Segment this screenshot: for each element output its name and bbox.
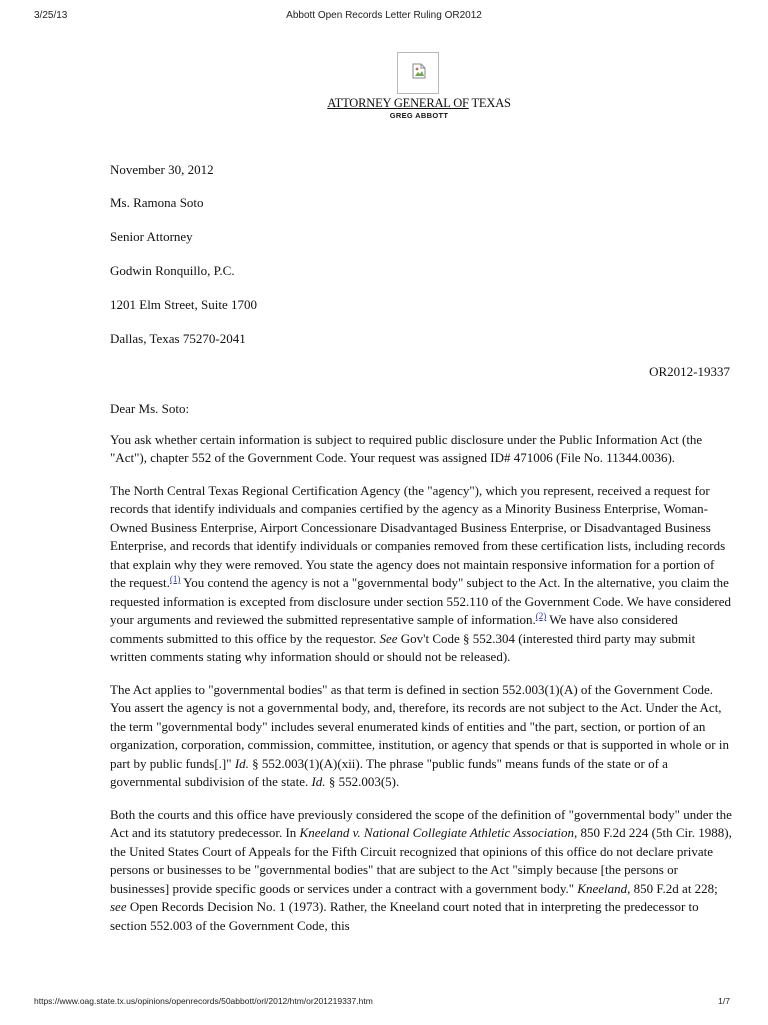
- print-header: [0, 4, 768, 20]
- recipient-name: Ms. Ramona Soto: [110, 195, 204, 210]
- recipient-title: Senior Attorney: [110, 229, 193, 244]
- ruling-number: OR2012-19337: [649, 364, 730, 379]
- print-date: 3/25/13: [34, 10, 68, 21]
- recipient-street: 1201 Elm Street, Suite 1700: [110, 297, 257, 312]
- page-number: 1/7: [718, 996, 730, 1006]
- attorney-general-name: GREG ABBOTT: [389, 111, 449, 120]
- salutation: Dear Ms. Soto:: [110, 401, 190, 416]
- print-footer: [0, 992, 768, 1012]
- letter-date: November 30, 2012: [110, 162, 214, 177]
- print-title: Abbott Open Records Letter Ruling OR2012: [286, 10, 482, 21]
- recipient-city: Dallas, Texas 75270-2041: [110, 331, 246, 346]
- footnote-link-2[interactable]: (2): [535, 611, 547, 621]
- footnote-link-1[interactable]: (1): [169, 574, 181, 584]
- agency-link[interactable]: ATTORNEY GENERAL OF: [327, 96, 469, 110]
- agency-state: TEXAS: [468, 96, 511, 110]
- paragraph-2: The North Central Texas Regional Certification Agency (the "agency"), which you represent, received a request for records that identify individuals and companies certified by the agency as a Minority Business Enterprise, Woman-Owned Business Enterprise, Airport Concessionare Disadvantaged Business Enterprise, or Disadvantaged Business Enterprise, and records that identify individuals or companies removed from these certification lists, including records that explain why they were removed. You state the agency does not maintain responsive information for a portion of the request.$^{(1)}$ You contend the agency is not a "governmental body" subject to the Act. In the alternative, you claim the requested information is excepted from disclosure under section 552.110 of the Government Code. We have considered your arguments and reviewed the submitted representative sample of information.$^{(2)}$ We have also considered comments submitted to this office by the requestor. See Gov't Code § 552.304 (interested third party may submit written comments stating why information should or should not be released).: [110, 482, 731, 664]
- paragraph-3: The Act applies to "governmental bodies" as that term is defined in section 552.003(1)(A) of the Government Code. You assert the agency is not a governmental body, and, therefore, its records are not subject to the Act. Under the Act, the term "governmental body" includes several enumerated kinds of entities and "the part, section, or portion of an organization, corporation, commission, committee, institution, or agency that spends or that is supported in whole or in part by public funds[.]" Id. § 552.003(1)(A)(xii). The phrase "public funds" means funds of the state or of a governmental subdivision of the state. Id. § 552.003(5).: [110, 681, 729, 789]
- letter-body: [110, 400, 732, 949]
- page-url: https://www.oag.state.tx.us/opinions/openrecords/50abbott/orl/2012/htm/or201219337.htm: [34, 996, 373, 1006]
- paragraph-4: Both the courts and this office have previously considered the scope of the definition of "governmental body" under the Act and its statutory predecessor. In Kneeland v. National Collegiate Athletic Association, 850 F.2d 224 (5th Cir. 1988), the United States Court of Appeals for the Fifth Circuit recognized that opinions of this office do not declare private persons or businesses to be "governmental bodies" that are subject to the Act "simply because [the persons or businesses] provide specific goods or services under a contract with a government body." Kneeland, 850 F.2d at 228; see Open Records Decision No. 1 (1973). Rather, the Kneeland court noted that in interpreting the predecessor to section 552.003 of the Government Code, this: [110, 806, 732, 933]
- broken-image-icon: [412, 63, 426, 79]
- seal-image: [397, 52, 439, 94]
- agency-heading: [0, 96, 768, 111]
- recipient-firm: Godwin Ronquillo, P.C.: [110, 263, 235, 278]
- paragraph-1: You ask whether certain information is subject to required public disclosure under the Public Information Act (the "Act"), chapter 552 of the Government Code. Your request was assigned ID# 471006 (File No. 11344.0036).: [110, 431, 703, 465]
